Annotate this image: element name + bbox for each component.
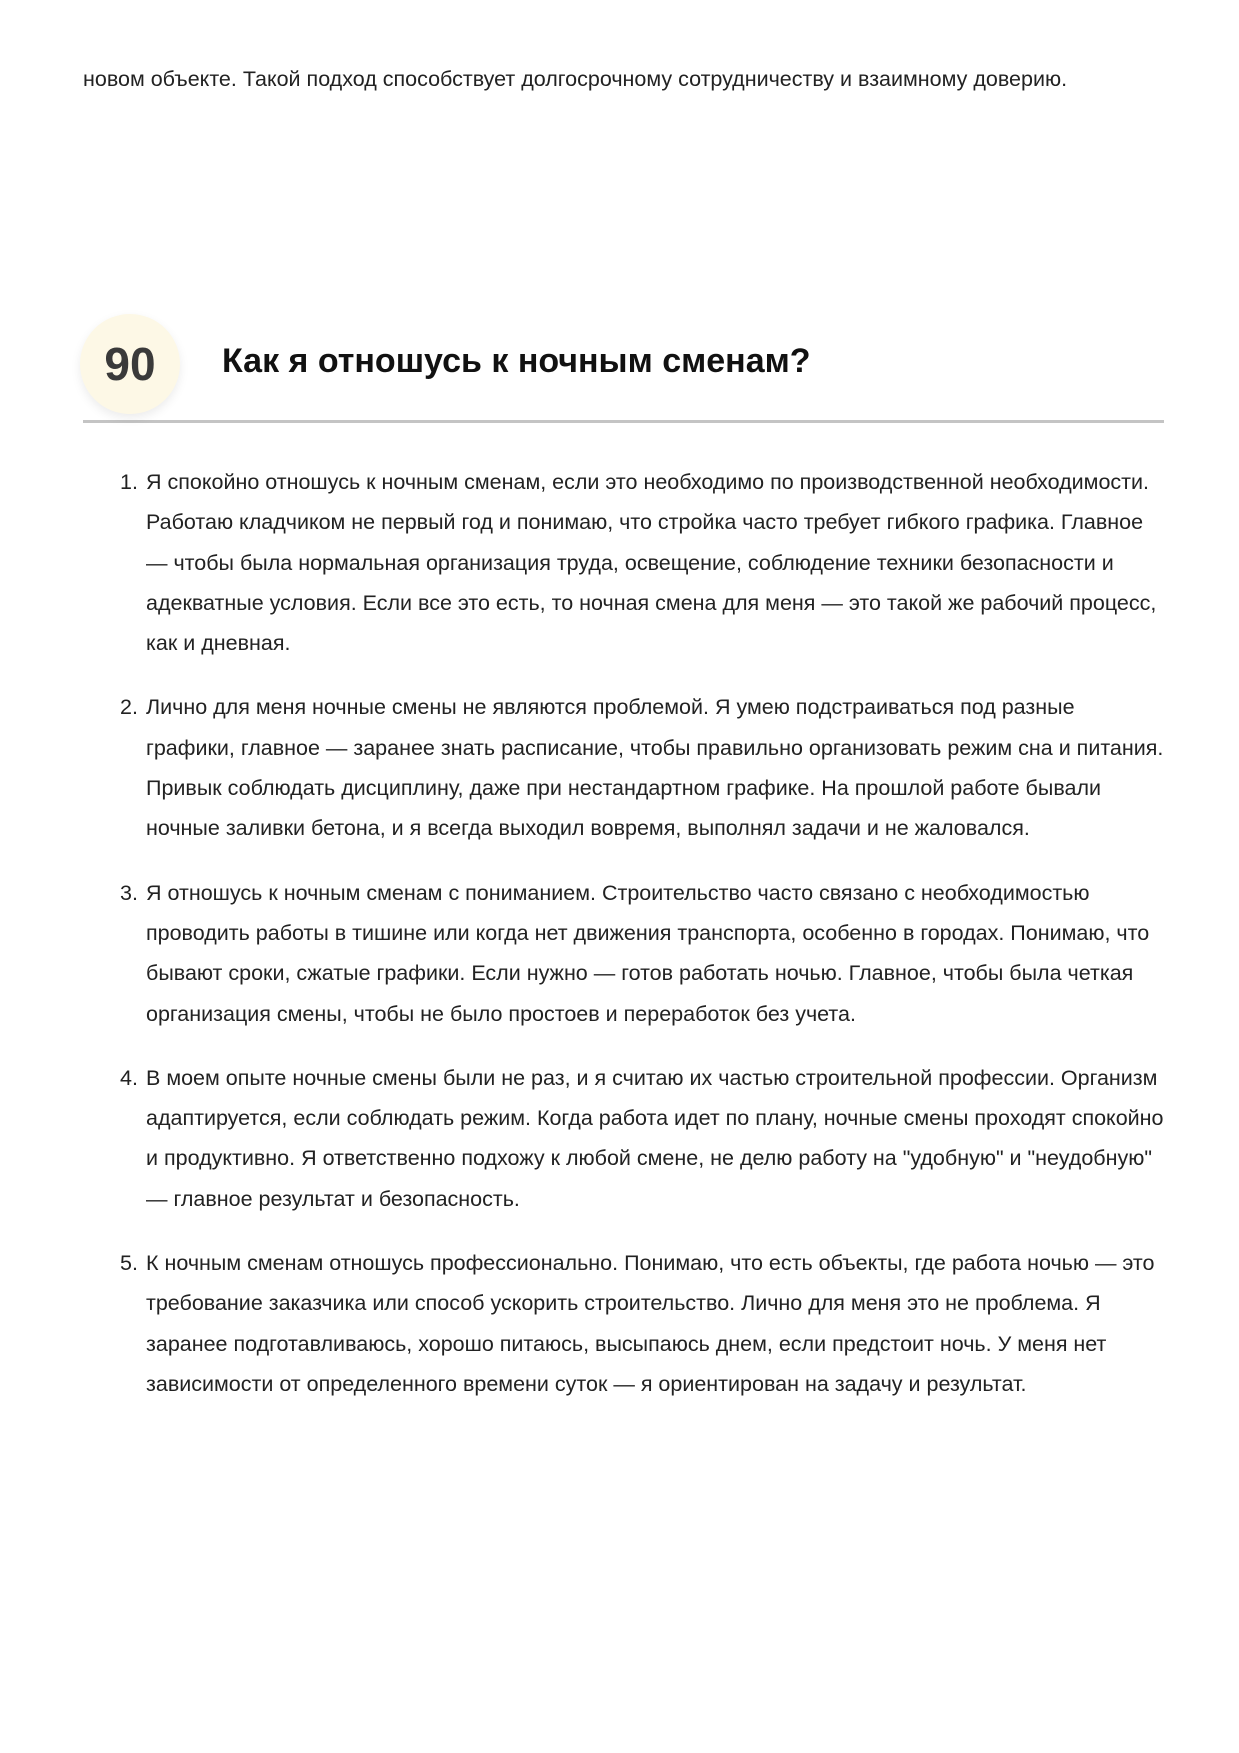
intro-paragraph: новом объекте. Такой подход способствует долгосрочному сотрудничеству и взаимному доверию. <box>83 67 1068 91</box>
question-header <box>83 312 1164 423</box>
answer-number: 5. <box>120 1251 138 1276</box>
answer-text: Я спокойно отношусь к ночным сменам, если это необходимо по производственной необходимости. Работаю кладчиком не первый год и понимаю, что стройка часто требует гибкого графика. Главное — чтобы была нормальная организация труда, освещение, соблюдение техники безопасности и адекватные условия. Если все это есть, то ночная смена для меня — это такой же рабочий процесс, как и дневная. <box>146 470 1157 656</box>
answer-number: 1. <box>120 470 138 494</box>
question-number-badge: 90 <box>80 314 180 414</box>
question-title: Как я отношусь к ночным сменам? <box>222 342 811 380</box>
answer-item <box>120 1058 1166 1219</box>
answer-text: В моем опыте ночные смены были не раз, и я считаю их частью строительной профессии. Организм адаптируется, если соблюдать режим. Когда работа идет по плану, ночные смены проходят спокойно и продуктивно. Я ответственно подхожу к любой смене, не делю работу на "удобную" и "неудобную" — главное результат и безопасность. <box>146 1065 1164 1211</box>
answer-text: Я отношусь к ночным сменам с пониманием. Строительство часто связано с необходимостью проводить работы в тишине или когда нет движения транспорта, особенно в городах. Понимаю, что бывают сроки, сжатые графики. Если нужно — готов работать ночью. Главное, чтобы была четкая организация смены, чтобы не было простоев и переработок без учета. <box>146 880 1150 1026</box>
answer-number: 2. <box>120 695 138 720</box>
answer-item <box>120 873 1166 1034</box>
answer-text: Лично для меня ночные смены не являются проблемой. Я умею подстраиваться под разные графики, главное — заранее знать расписание, чтобы правильно организовать режим сна и питания. Привык соблюдать дисциплину, даже при нестандартном графике. На прошлой работе бывали ночные заливки бетона, и я всегда выходил вовремя, выполнял задачи и не жаловался. <box>146 695 1164 841</box>
answer-number: 3. <box>120 880 138 905</box>
answer-item <box>120 687 1166 848</box>
answer-item <box>120 462 1166 663</box>
answers-list <box>120 462 1166 1428</box>
answer-item <box>120 1243 1166 1404</box>
answer-number: 4. <box>120 1065 138 1090</box>
answer-text: К ночным сменам отношусь профессионально. Понимаю, что есть объекты, где работа ночью — это требование заказчика или способ ускорить строительство. Лично для меня это не проблема. Я заранее подготавливаюсь, хорошо питаюсь, высыпаюсь днем, если предстоит ночь. У меня нет зависимости от определенного времени суток — я ориентирован на задачу и результат. <box>146 1251 1155 1396</box>
